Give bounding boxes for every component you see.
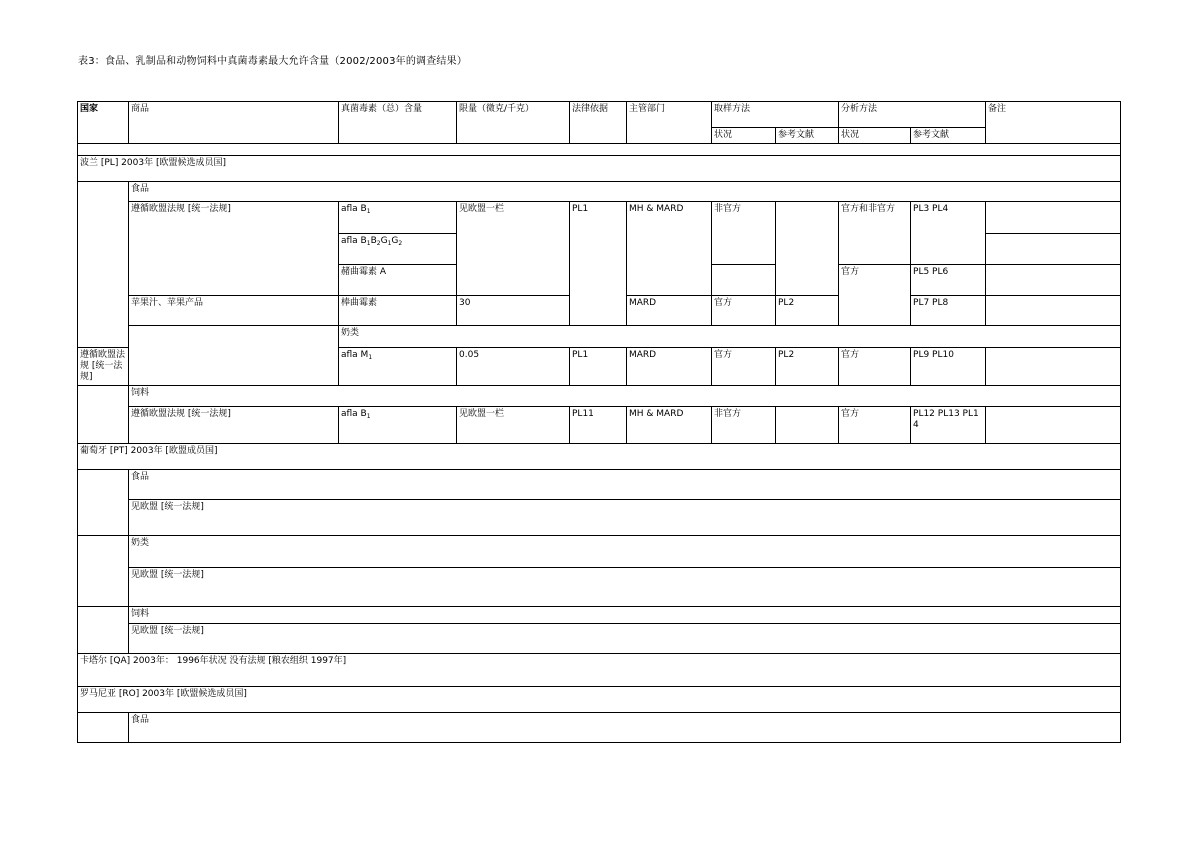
analysis-status-cell: 官方 (839, 265, 911, 326)
remarks-cell (986, 234, 1121, 265)
category-label: 食品 (129, 713, 1121, 743)
category-row (78, 386, 1121, 407)
table-row (78, 407, 1121, 444)
sampling-reference-cell: PL2 (776, 296, 839, 326)
mycotoxin-cell: afla $B_1$ (339, 407, 457, 444)
header-commodity: 商品 (129, 102, 339, 144)
limit-cell: 见欧盟一栏 (457, 407, 570, 444)
category-label: 奶类 (129, 536, 1121, 568)
header-mycotoxin: 真菌毒素（总）含量 (339, 102, 457, 144)
authority-cell: MARD (627, 348, 712, 386)
analysis-status-cell: 官方 (839, 348, 911, 386)
legal-basis-cell: PL11 (570, 407, 627, 444)
country-title: 葡萄牙 [PT] 2003年 [欧盟成员国] (78, 444, 1121, 470)
table-row (78, 624, 1121, 654)
legal-basis-cell: PL1 (570, 348, 627, 386)
category-row (78, 607, 1121, 624)
commodity-cell: 遵循欧盟法规 [统一法规] (129, 202, 339, 296)
analysis-reference-cell: PL7 PL8 (911, 296, 986, 326)
sampling-status-cell: 非官方 (712, 202, 776, 265)
remarks-cell (986, 407, 1121, 444)
category-row (78, 182, 1121, 202)
header-limit: 限量（微克/千克） (457, 102, 570, 144)
country-title: 卡塔尔 [QA] 2003年： 1996年状况 没有法规 [粮农组织 1997年] (78, 654, 1121, 687)
header-sampling-status: 状况 (712, 128, 776, 144)
commodity-cell: 见欧盟 [统一法规] (129, 568, 1121, 607)
mycotoxin-cell: 棒曲霉素 (339, 296, 457, 326)
sampling-status-cell: 官方 (712, 348, 776, 386)
country-title: 罗马尼亚 [RO] 2003年 [欧盟候选成员国] (78, 687, 1121, 713)
analysis-reference-cell: PL5 PL6 (911, 265, 986, 296)
commodity-cell: 见欧盟 [统一法规] (129, 500, 1121, 536)
remarks-cell (986, 348, 1121, 386)
category-label: 奶类 (339, 326, 1121, 348)
category-row (78, 536, 1121, 568)
authority-cell: MH & MARD (627, 407, 712, 444)
header-sampling-reference: 参考文献 (776, 128, 839, 144)
header-remarks: 备注 (986, 102, 1121, 144)
mycotoxin-table (77, 101, 1121, 743)
mycotoxin-cell: 赭曲霉素 A (339, 265, 457, 296)
authority-cell: MH & MARD (627, 202, 712, 296)
header-authority: 主管部门 (627, 102, 712, 144)
mycotoxin-cell: afla $B_1$ (339, 202, 457, 234)
table-row (78, 568, 1121, 607)
header-legal-basis: 法律依据 (570, 102, 627, 144)
mycotoxin-cell: afla $B_1B_2G_1G_2$ (339, 234, 457, 265)
category-label: 食品 (129, 182, 1121, 202)
limit-cell: 0.05 (457, 348, 570, 386)
sampling-status-cell (712, 265, 776, 296)
limit-cell: 30 (457, 296, 570, 326)
header-analysis-reference: 参考文献 (911, 128, 986, 144)
country-row-qatar (78, 654, 1121, 687)
limit-cell: 见欧盟一栏 (457, 202, 570, 296)
authority-cell: MARD (627, 296, 712, 326)
country-row-portugal (78, 444, 1121, 470)
country-row-poland (78, 156, 1121, 182)
sampling-reference-cell (776, 202, 839, 296)
header-analysis: 分析方法 (839, 102, 986, 128)
table-row (78, 500, 1121, 536)
header-sampling: 取样方法 (712, 102, 839, 128)
sampling-status-cell: 官方 (712, 296, 776, 326)
category-label: 食品 (129, 470, 1121, 500)
table-caption: 表3：食品、乳制品和动物饲料中真菌毒素最大允许含量（2002/2003年的调查结果） (78, 56, 468, 67)
header-analysis-status: 状况 (839, 128, 911, 144)
sampling-reference-cell (776, 407, 839, 444)
commodity-cell: 苹果汁、苹果产品 (129, 296, 339, 326)
legal-basis-cell: PL1 (570, 202, 627, 326)
category-row (78, 470, 1121, 500)
remarks-cell (986, 296, 1121, 326)
category-row (78, 713, 1121, 743)
remarks-cell (986, 265, 1121, 296)
analysis-reference-cell: PL9 PL10 (911, 348, 986, 386)
category-label: 饲料 (129, 386, 1121, 407)
country-title: 波兰 [PL] 2003年 [欧盟候选成员国] (78, 156, 1121, 182)
header-country: 国家 (78, 102, 129, 144)
sampling-status-cell: 非官方 (712, 407, 776, 444)
header-row (78, 102, 1121, 128)
analysis-reference-cell: PL3 PL4 (911, 202, 986, 265)
category-row (78, 326, 1121, 348)
sampling-reference-cell: PL2 (776, 348, 839, 386)
commodity-cell: 遵循欧盟法规 [统一法规] (78, 348, 129, 386)
remarks-cell (986, 202, 1121, 234)
analysis-reference-cell: PL12 PL13 PL14 (911, 407, 986, 444)
analysis-status-cell: 官方 (839, 407, 911, 444)
category-label: 饲料 (129, 607, 1121, 624)
table-row (78, 202, 1121, 234)
country-row-romania (78, 687, 1121, 713)
spacer-row (78, 144, 1121, 156)
mycotoxin-cell: afla $M_1$ (339, 348, 457, 386)
commodity-cell: 遵循欧盟法规 [统一法规] (129, 407, 339, 444)
analysis-status-cell: 官方和非官方 (839, 202, 911, 265)
commodity-cell: 见欧盟 [统一法规] (129, 624, 1121, 654)
